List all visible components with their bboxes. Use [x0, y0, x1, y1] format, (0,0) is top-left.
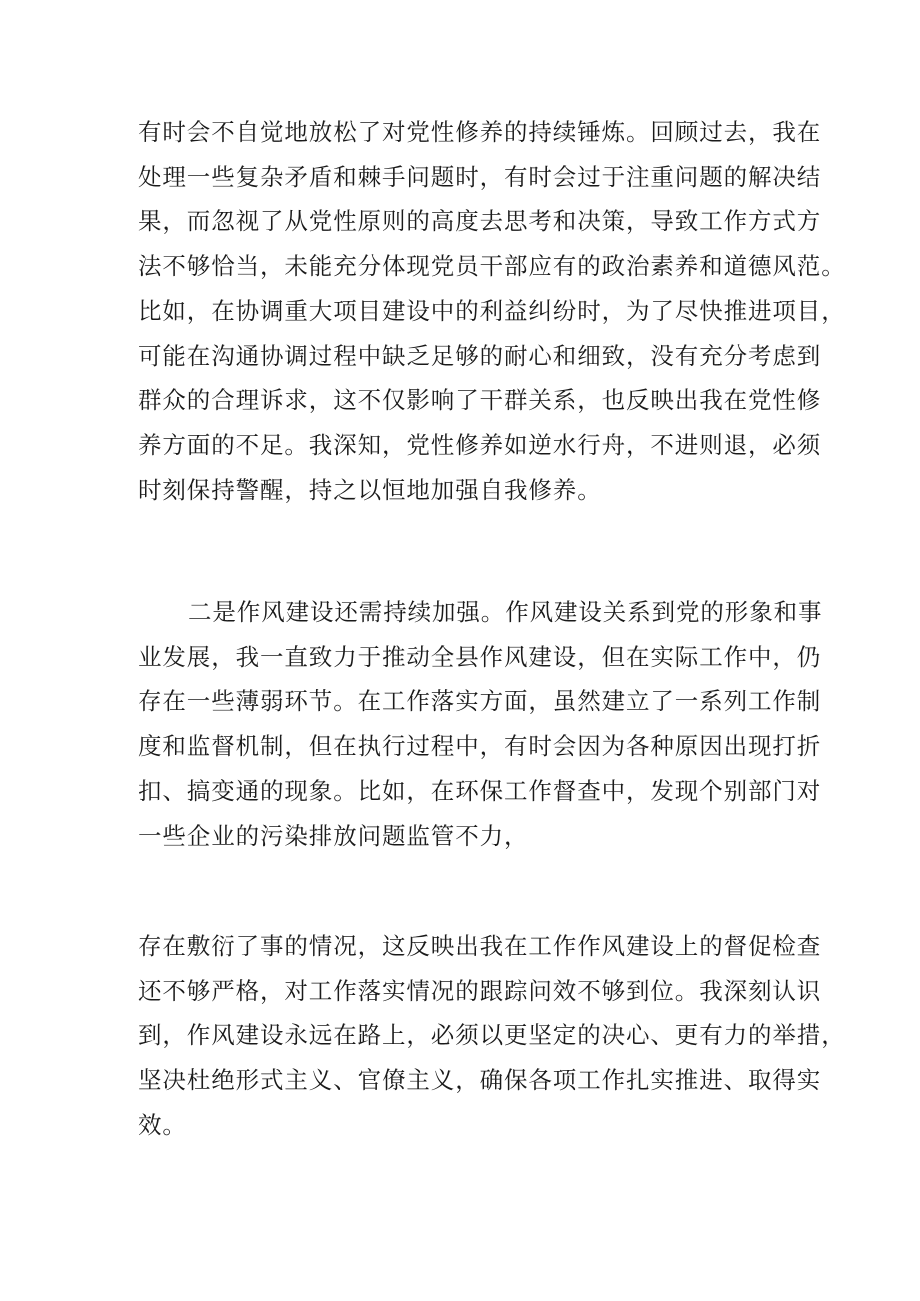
text-line: 可能在沟通协调过程中缺乏足够的耐心和细致，没有充分考虑到: [138, 341, 822, 370]
text-line: 存在敷衍了事的情况，这反映出我在工作作风建设上的督促检查: [138, 932, 822, 960]
text-line: 法不够恰当，未能充分体现党员干部应有的政治素养和道德风范。: [138, 252, 846, 281]
text-line: 度和监督机制，但在执行过程中，有时会因为各种原因出现打折: [138, 732, 822, 761]
text-line: 存在一些薄弱环节。在工作落实方面，虽然建立了一系列工作制: [138, 687, 822, 716]
text-line: 群众的合理诉求，这不仅影响了干群关系，也反映出我在党性修: [138, 386, 822, 415]
text-line: 时刻保持警醒，持之以恒地加强自我修养。: [138, 475, 602, 504]
text-line: 扣、搞变通的现象。比如，在环保工作督查中，发现个别部门对: [138, 776, 822, 805]
paragraph-party-cultivation: [138, 110, 846, 512]
text-line: 一些企业的污染排放问题监管不力，: [138, 821, 529, 850]
paragraph-work-style-continued: [138, 924, 846, 1148]
text-line: 效。: [138, 1110, 187, 1139]
text-line: 比如，在协调重大项目建设中的利益纠纷时，为了尽快推进项目，: [138, 296, 846, 325]
paragraph-work-style: [138, 590, 823, 858]
text-line: 二是作风建设还需持续加强。作风建设关系到党的形象和事: [188, 598, 823, 626]
text-line: 有时会不自觉地放松了对党性修养的持续锤炼。回顾过去，我在: [138, 118, 822, 146]
text-line: 到，作风建设永远在路上，必须以更坚定的决心、更有力的举措，: [138, 1021, 846, 1050]
text-line: 处理一些复杂矛盾和棘手问题时，有时会过于注重问题的解决结: [138, 162, 822, 191]
text-line: 还不够严格，对工作落实情况的跟踪问效不够到位。我深刻认识: [138, 976, 822, 1005]
text-line: 果，而忽视了从党性原则的高度去思考和决策，导致工作方式方: [138, 207, 822, 236]
text-line: 业发展，我一直致力于推动全县作风建设，但在实际工作中，仍: [138, 642, 822, 671]
text-line: 养方面的不足。我深知，党性修养如逆水行舟，不进则退，必须: [138, 430, 822, 459]
text-line: 坚决杜绝形式主义、官僚主义，确保各项工作扎实推进、取得实: [138, 1066, 822, 1095]
